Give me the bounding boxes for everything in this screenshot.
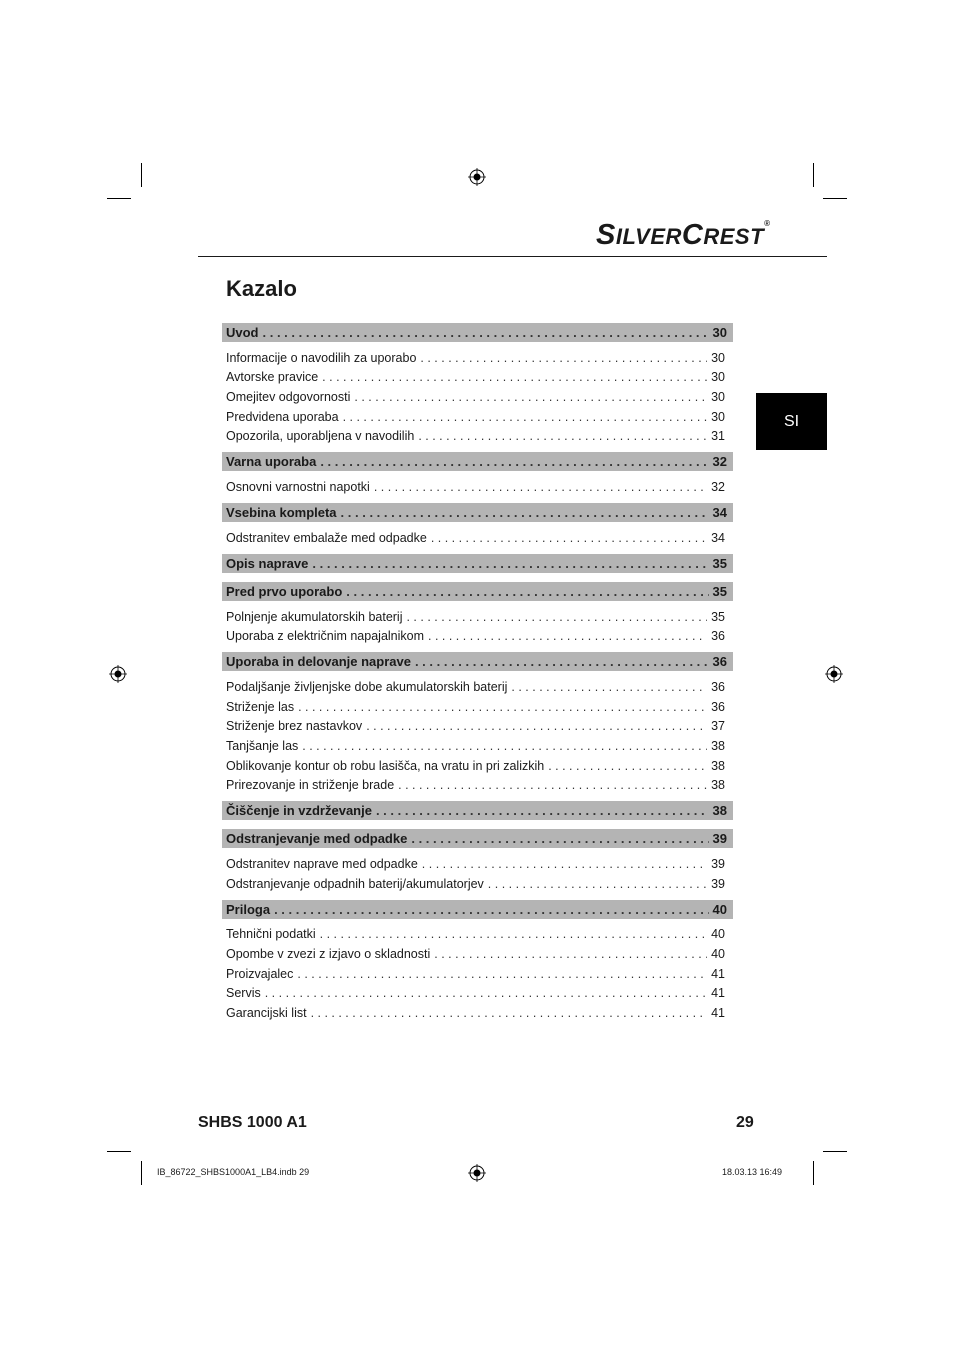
toc-entry — [222, 624, 733, 644]
toc-leader-dots — [343, 410, 708, 424]
toc-entry — [222, 753, 733, 773]
toc-entry-label: Prirezovanje in striženje brade — [226, 778, 395, 793]
toc-leader-dots — [354, 390, 707, 404]
toc-entry-label: Uporaba z električnim napajalnikom — [226, 629, 425, 644]
toc-section-title: Priloga — [226, 901, 271, 917]
print-slug-datetime: 18.03.13 16:49 — [722, 1167, 783, 1177]
toc-entry — [222, 525, 733, 545]
toc-entry-label: Odstranitev embalaže med odpadke — [226, 530, 427, 545]
registration-mark-icon — [109, 665, 127, 683]
model-number: SHBS 1000 A1 — [198, 1114, 307, 1131]
toc-entry-label: Predvidena uporaba — [226, 409, 339, 424]
toc-entry-page: 39 — [711, 876, 725, 891]
crop-mark — [107, 198, 131, 199]
crop-mark — [823, 1151, 847, 1152]
toc-section-title: Odstranjevanje med odpadke — [226, 831, 408, 847]
toc-section-page: 38 — [712, 803, 727, 819]
toc-leader-dots — [320, 454, 708, 469]
toc-leader-dots — [420, 351, 707, 365]
crop-mark — [141, 1161, 142, 1185]
toc-entry-page: 34 — [711, 530, 725, 545]
toc-entry-page: 39 — [711, 857, 725, 871]
toc-entry-page: 32 — [711, 480, 725, 495]
toc-entry — [222, 714, 733, 734]
crop-mark — [823, 198, 847, 199]
toc-entry — [222, 365, 733, 385]
toc-entry — [222, 404, 733, 424]
toc-entry-page: 30 — [711, 350, 725, 365]
toc-entry-label: Striženje las — [226, 699, 295, 714]
toc-leader-dots — [431, 531, 707, 545]
toc-section-page: 39 — [712, 831, 727, 847]
registration-mark-icon — [468, 1164, 486, 1182]
toc-leader-dots — [322, 370, 707, 384]
toc-entry-page: 40 — [711, 947, 725, 962]
toc-leader-dots — [274, 902, 708, 917]
toc-section-page: 35 — [712, 555, 727, 571]
registration-mark-icon — [825, 665, 843, 683]
toc-leader-dots — [366, 719, 707, 733]
toc-leader-dots — [411, 831, 708, 846]
toc-leader-dots — [312, 556, 708, 571]
crop-mark — [141, 163, 142, 187]
toc-leader-dots — [548, 759, 707, 773]
toc-section-title: Uporaba in delovanje naprave — [226, 654, 411, 670]
toc-entry — [222, 424, 733, 444]
toc-entry-label: Odstranjevanje odpadnih baterij/akumulatorjev — [226, 876, 484, 891]
toc-entry-page: 41 — [711, 1006, 725, 1021]
toc-entry-page: 38 — [711, 778, 725, 793]
toc-section-page: 40 — [712, 901, 727, 917]
toc-leader-dots — [311, 1006, 708, 1020]
toc-entry — [222, 1000, 733, 1020]
brand-logo: SILVERCREST® — [596, 219, 771, 251]
toc-entry-label: Opozorila, uporabljena v navodilih — [226, 429, 415, 444]
toc-section-heading — [222, 652, 733, 671]
toc-entry-page: 41 — [711, 966, 725, 981]
toc-entry — [222, 961, 733, 981]
toc-section-heading — [222, 554, 733, 573]
toc-leader-dots — [298, 700, 707, 714]
header-rule — [198, 256, 827, 257]
toc-entry — [222, 733, 733, 753]
toc-entry — [222, 345, 733, 365]
page-title: Kazalo — [226, 276, 297, 301]
toc-leader-dots — [376, 803, 709, 818]
toc-entry-label: Oblikovanje kontur ob robu lasišča, na vratu in pri zalizkih — [226, 758, 545, 773]
toc-section-title: Varna uporaba — [226, 454, 317, 470]
toc-entry — [222, 674, 733, 694]
toc-entry-label: Proizvajalec — [226, 966, 294, 981]
toc-entry-page: 36 — [711, 629, 725, 644]
toc-entry-label: Osnovni varnostni napotki — [226, 480, 370, 495]
toc-section-heading — [222, 801, 733, 820]
toc-entry-label: Striženje brez nastavkov — [226, 719, 363, 734]
toc-entry-page: 38 — [711, 738, 725, 753]
toc-entry-page: 30 — [711, 390, 725, 405]
toc-leader-dots — [422, 857, 707, 871]
crop-mark — [107, 1151, 131, 1152]
toc-section-heading — [222, 829, 733, 848]
toc-section-title: Uvod — [226, 325, 259, 340]
toc-entry — [222, 694, 733, 714]
toc-entry-label: Avtorske pravice — [226, 370, 319, 385]
toc-section-heading — [222, 900, 733, 919]
registration-mark-icon — [468, 168, 486, 186]
toc-section-heading — [222, 452, 733, 471]
toc-section-page: 34 — [712, 505, 727, 521]
toc-leader-dots — [263, 325, 709, 340]
toc-entry — [222, 922, 733, 942]
toc-section-page: 35 — [712, 583, 727, 599]
toc-section-page: 32 — [712, 454, 727, 470]
toc-entry — [222, 474, 733, 494]
toc-entry-label: Omejitev odgovornosti — [226, 390, 351, 405]
toc-entry — [222, 851, 733, 871]
toc-entry-label: Odstranitev naprave med odpadke — [226, 857, 418, 871]
toc-leader-dots — [488, 877, 707, 891]
toc-entry-page: 37 — [711, 719, 725, 734]
toc-entry — [222, 604, 733, 624]
toc-leader-dots — [320, 927, 707, 941]
toc-section-heading — [222, 323, 733, 342]
toc-entry-page: 30 — [711, 409, 725, 424]
toc-section-page: 30 — [712, 325, 727, 340]
toc-leader-dots — [434, 947, 707, 961]
toc-leader-dots — [428, 629, 707, 643]
toc-entry-page: 35 — [711, 609, 725, 624]
toc-leader-dots — [297, 967, 707, 981]
toc-entry-page: 36 — [711, 679, 725, 694]
toc-leader-dots — [374, 480, 707, 494]
toc-section-title: Pred prvo uporabo — [226, 583, 343, 599]
toc-entry-label: Opombe v zvezi z izjavo o skladnosti — [226, 947, 431, 962]
toc-section-title: Vsebina kompleta — [226, 505, 337, 521]
toc-entry — [222, 384, 733, 404]
toc-entry-page: 41 — [711, 986, 725, 1001]
toc-leader-dots — [341, 505, 709, 520]
toc-entry-page: 40 — [711, 927, 725, 942]
toc-entry-page: 30 — [711, 370, 725, 385]
print-slug-file: IB_86722_SHBS1000A1_LB4.indb 29 — [157, 1167, 310, 1177]
toc-entry — [222, 941, 733, 961]
toc-entry — [222, 871, 733, 891]
toc-leader-dots — [415, 654, 709, 669]
crop-mark — [813, 1161, 814, 1185]
toc-entry-page: 38 — [711, 758, 725, 773]
toc-leader-dots — [265, 986, 707, 1000]
toc-entry-label: Garancijski list — [226, 1006, 307, 1021]
toc-section-heading — [222, 582, 733, 601]
page-number: 29 — [736, 1114, 754, 1131]
toc-entry-label: Podaljšanje življenjske dobe akumulatorskih baterij — [226, 679, 508, 694]
toc-leader-dots — [398, 778, 707, 792]
table-of-contents — [222, 323, 733, 1020]
toc-leader-dots — [511, 680, 707, 694]
toc-section-title: Čiščenje in vzdrževanje — [226, 803, 372, 819]
toc-leader-dots — [406, 610, 707, 624]
toc-entry-label: Tehnični podatki — [226, 927, 316, 942]
toc-leader-dots — [346, 584, 708, 599]
toc-section-title: Opis naprave — [226, 555, 309, 571]
toc-section-page: 36 — [712, 654, 727, 670]
toc-entry-label: Polnjenje akumulatorskih baterij — [226, 609, 403, 624]
toc-section-heading — [222, 503, 733, 522]
toc-leader-dots — [418, 429, 707, 443]
language-tab: SI — [756, 393, 827, 450]
toc-entry — [222, 981, 733, 1001]
toc-entry-label: Servis — [226, 986, 261, 1001]
toc-entry-label: Tanjšanje las — [226, 738, 299, 753]
toc-leader-dots — [302, 739, 707, 753]
toc-entry-page: 36 — [711, 699, 725, 714]
toc-entry-page: 31 — [711, 429, 725, 444]
toc-entry-label: Informacije o navodilih za uporabo — [226, 350, 417, 365]
toc-entry — [222, 773, 733, 793]
crop-mark — [813, 163, 814, 187]
